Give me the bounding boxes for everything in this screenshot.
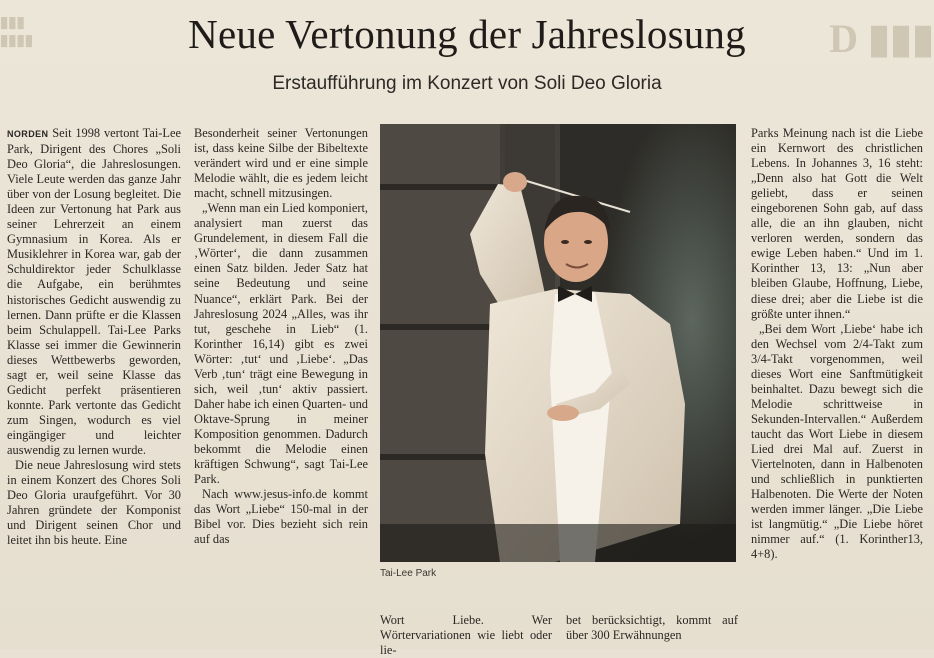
dateline: NORDEN — [7, 129, 49, 139]
column-5-paragraph-1: Parks Meinung nach ist die Liebe ein Kernwort des christlichen Lebens. In Johannes 3, 16 steht: „Denn also hat Gott die Welt geliebt, dass er seinen eingeborenen Sohn gab, auf dass alle, die an ihn glauben, nicht verloren werden, sondern das ewige Leben haben.“ Und im 1. Korinther 13, 13: „Nun aber bleiben Glaube, Hoffnung, Liebe, diese drei; aber die Liebe ist die größte unter ihnen.“ — [751, 126, 923, 321]
subheadline: Erstaufführung im Konzert von Soli Deo Gloria — [272, 73, 662, 94]
article-column-4-bottom: bet berücksichtigt, kommt auf über 300 Erwähnungen — [566, 613, 738, 643]
photo-conductor — [380, 124, 736, 562]
conductor-photo-illustration — [380, 124, 736, 562]
bleed-through-text-right: D ▮▮▮ — [829, 18, 934, 60]
headline: Neue Vertonung der Jahreslosung — [188, 11, 746, 57]
column-2-paragraph-2: „Wenn man ein Lied komponiert, analysiert man zuerst das Grundelement, in diesem Fall die ‚Wörter‘, die dann zusammen einen Satz bilden. Jeder Satz hat seine Bedeutung und seine Nuance“, erklärt Park. Bei der Jahreslosung 2024 „Alles, was ihr tut, geschehe in Lieb“ (1. Korinther 16,14) gibt es zwei Wörter: ‚tut‘ und ‚Liebe‘. „Das Verb ‚tun‘ trägt eine Bewegung in sich, weil ‚tun‘ aktiv passiert. Daher habe ich einen Quarten- und Oktave-Sprung in meiner Komposition genommen. Dadurch bekommt die Melodie einen kräftigen Schwung“, sagt Tai-Lee Park. — [194, 201, 368, 487]
column-5-paragraph-2: „Bei dem Wort ‚Liebe‘ habe ich den Wechsel vom 2/4-Takt zum 3/4-Takt vorgenommen, weil dieses Wort eine Sanftmütigkeit beinhaltet. Dazu bewegt sich die Melodie schrittweise in Sekunden-Intervallen.“ Außerdem taucht das Wort Liebe in diesem Lied drei Mal auf. Zuerst in Viertelnoten, dann in Halbenoten und schließlich in punktierten Halbenoten. Die Werte der Noten werden immer länger. „Die Liebe ist langmütig.“ „Die Liebe höret nimmer auf.“ (1. Korinther13, 4+8). — [751, 321, 923, 562]
column-1-paragraph-1 — [7, 126, 181, 458]
column-1-paragraph-2: Die neue Jahreslosung wird stets in einem Konzert des Chores Soli Deo Gloria uraufgeführt. Vor 30 Jahren gründete der Komponist und Dirigent seinen Chor und leitet ihn bis heute. Eine — [7, 458, 181, 548]
article-column-2 — [194, 126, 368, 547]
photo-caption: Tai-Lee Park — [380, 568, 437, 579]
bleed-through-text-left: ▮▮▮ ▮▮▮▮ — [0, 15, 34, 49]
column-2-paragraph-1: Besonderheit seiner Vertonungen ist, dass keine Silbe der Bibeltexte verändert wird und er eine simple Melodie wählt, die es jedem leicht macht, schnell mitzusingen. — [194, 126, 368, 201]
column-2-paragraph-3: Nach www.jesus-info.de kommt das Wort „Liebe“ 150-mal in der Bibel vor. Dies bezieht sich rein auf das — [194, 487, 368, 547]
article-column-1 — [7, 126, 181, 548]
article-column-5 — [751, 126, 923, 562]
article-column-3-bottom: Wort Liebe. Wer Wörtervariationen wie liebt oder lie- — [380, 613, 552, 658]
column-1-text-1: Seit 1998 vertont Tai-Lee Park, Dirigent des Chores „Soli Deo Gloria“, die Jahreslosungen. Viele Leute werden das ganze Jahr über von der Losung begleitet. Die Ideen zur Vertonung hat Park aus seiner Lehrerzeit an einem Gymnasium in Korea. Als er Musiklehrer in Korea war, gab der Schuldirektor jeder Schulklasse die Aufgabe, ein berühmtes historisches Gedicht auswendig zu lernen. Dann prüfte er die Klassen beim Schulappell. Tai-Lee Parks Klasse sei immer die Gewinnerin dieses Wettbewerbs geworden, sagt er, weil seine Klasse das Gedicht perfekt präsentieren konnte. Park vertonte das Gedicht zum Singen, wodurch es viel eingängiger und leichter auswendig zu lernen wurde. — [7, 126, 181, 457]
